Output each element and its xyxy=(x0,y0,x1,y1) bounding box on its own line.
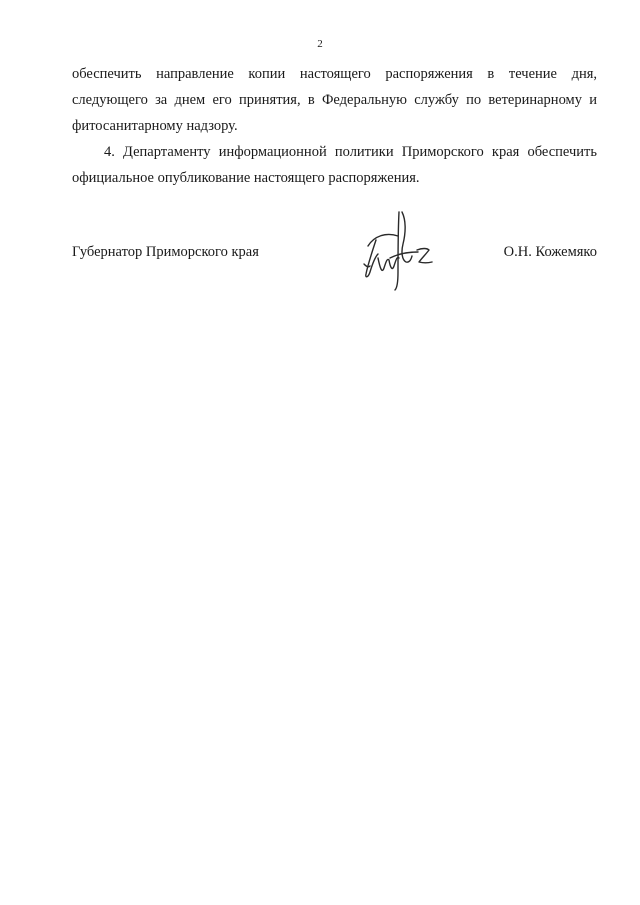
signature-block xyxy=(72,200,597,300)
signatory-name: О.Н. Кожемяко xyxy=(503,244,597,260)
paragraph-item-4: 4. Департаменту информационной политики Приморского края обеспечить официальное опубликование настоящего распоряжения. xyxy=(72,144,597,186)
signatory-position: Губернатор Приморского края xyxy=(72,244,259,260)
handwritten-signature xyxy=(356,202,436,294)
document-body xyxy=(72,61,597,191)
paragraph-continued: обеспечить направление копии настоящего распоряжения в течение дня, следующего за днем его принятия, в Федеральную службу по ветеринарному и фитосанитарному надзору. xyxy=(72,66,597,134)
page-number: 2 xyxy=(317,38,323,50)
